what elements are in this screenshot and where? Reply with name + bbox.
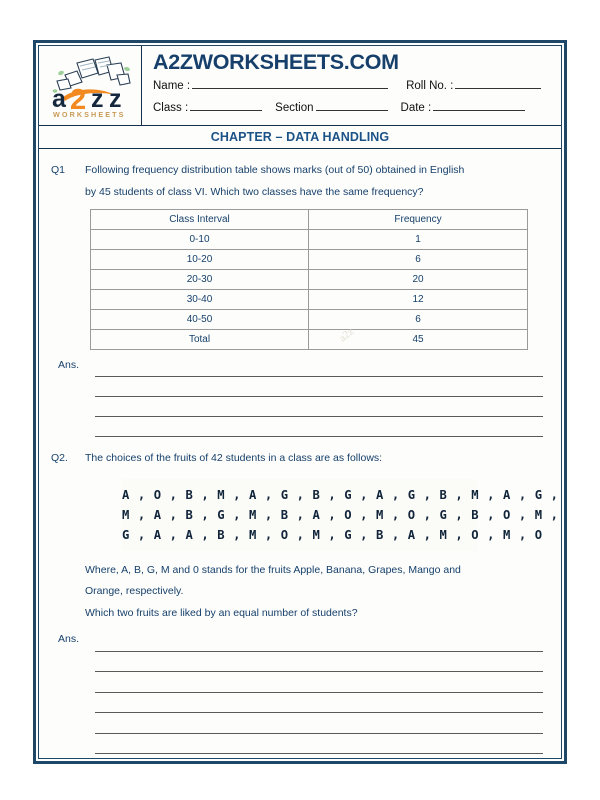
frequency-table-wrap — [49, 209, 549, 350]
cell-total-frequency: 45 — [309, 330, 528, 350]
answer-2-label: Ans. — [58, 633, 80, 645]
answer-line[interactable] — [95, 417, 543, 437]
cell-frequency: 20 — [309, 270, 528, 290]
answer-2-lines — [95, 631, 543, 759]
answer-line[interactable] — [95, 397, 543, 417]
answer-line[interactable] — [95, 357, 543, 377]
cell-class-interval: 20-30 — [91, 270, 309, 290]
cell-class-interval: 30-40 — [91, 290, 309, 310]
fruit-letters-line-2: M , A , B , G , M , B , A , O , M , O , G , B , O , M , — [122, 507, 559, 522]
question-1-block — [49, 160, 549, 437]
answer-line[interactable] — [95, 713, 543, 734]
table-header-class-interval: Class Interval — [91, 210, 309, 230]
answer-line[interactable] — [95, 631, 543, 652]
question-2-note-3: Which two fruits are liked by an equal number of students? — [85, 606, 358, 619]
question-2-row — [49, 448, 549, 470]
answer-1-lines — [95, 357, 543, 437]
table-header-row — [91, 210, 528, 230]
question-2-number: Q2. — [51, 452, 68, 464]
header-fields — [142, 46, 561, 125]
question-1-line-2: by 45 students of class VI. Which two classes have the same frequency? — [85, 185, 424, 198]
table-header-frequency: Frequency — [309, 210, 528, 230]
question-2-note-1: Where, A, B, G, M and 0 stands for the fruits Apple, Banana, Grapes, Mango and — [85, 563, 461, 576]
question-2-text — [85, 448, 549, 470]
table-row — [91, 250, 528, 270]
watermark: a2z — [336, 325, 357, 345]
svg-text:z: z — [90, 84, 103, 113]
table-row — [91, 270, 528, 290]
answer-line[interactable] — [95, 734, 543, 755]
section-label: Section — [275, 102, 314, 114]
question-2-block — [49, 448, 559, 759]
chapter-bar — [39, 126, 561, 149]
section-input[interactable] — [316, 99, 388, 111]
name-label: Name : — [153, 80, 191, 92]
question-2-line-1: The choices of the fruits of 42 students in a class are as follows: — [85, 452, 383, 464]
cell-class-interval: 0-10 — [91, 230, 309, 250]
svg-text:2: 2 — [69, 83, 86, 116]
chapter-title: CHAPTER – DATA HANDLING — [210, 130, 390, 144]
fruit-letters-box — [122, 479, 559, 551]
worksheet-header — [39, 46, 561, 126]
worksheet-body — [39, 160, 561, 759]
svg-text:a: a — [51, 84, 66, 113]
svg-text:WORKSHEETS: WORKSHEETS — [52, 109, 126, 119]
answer-line[interactable] — [95, 377, 543, 397]
fruit-letters-line-1: A , O , B , M , A , G , B , G , A , G , B , M , A , G , — [122, 487, 559, 502]
date-label: Date : — [400, 102, 432, 114]
logo-cell — [39, 46, 142, 125]
table-row — [91, 290, 528, 310]
a2z-worksheets-logo — [43, 51, 138, 121]
answer-1-block — [49, 357, 549, 437]
table-row-total — [91, 330, 528, 350]
roll-no-label: Roll No. : — [406, 80, 454, 92]
roll-no-input[interactable] — [455, 77, 541, 89]
table-row — [91, 230, 528, 250]
cell-total-label: Total — [91, 330, 309, 350]
cell-frequency: 6 — [309, 250, 528, 270]
class-section-date-row — [153, 99, 551, 117]
answer-line[interactable] — [95, 672, 543, 693]
answer-1-label: Ans. — [58, 359, 80, 371]
question-1-row — [49, 160, 549, 203]
question-2-notes — [85, 560, 549, 625]
question-1-text — [85, 160, 549, 203]
svg-text:z: z — [108, 84, 121, 113]
answer-line[interactable] — [95, 754, 543, 759]
brand-title: A2ZWORKSHEETS.COM — [153, 50, 399, 74]
cell-frequency: 6 — [309, 310, 528, 330]
answer-2-block — [49, 631, 549, 759]
answer-line[interactable] — [95, 652, 543, 673]
cell-frequency: 12 — [309, 290, 528, 310]
note-indent — [49, 560, 85, 625]
sheet-inner-border — [38, 45, 562, 759]
name-roll-row — [153, 77, 551, 95]
name-input[interactable] — [192, 77, 388, 89]
question-1-line-1: Following frequency distribution table shows marks (out of 50) obtained in English — [85, 164, 465, 176]
sheet-outer-border — [33, 40, 567, 764]
question-2-notes-row — [49, 560, 549, 625]
date-input[interactable] — [433, 99, 525, 111]
question-2-note-2: Orange, respectively. — [85, 585, 184, 597]
fruit-letters-line-3: G , A , A , B , M , O , M , G , B , A , M , O , M , O — [122, 527, 543, 542]
table-row — [91, 310, 528, 330]
class-label: Class : — [153, 102, 189, 114]
answer-line[interactable] — [95, 693, 543, 714]
frequency-table-body — [91, 210, 528, 350]
logo-icon — [43, 51, 138, 121]
class-input[interactable] — [190, 99, 262, 111]
cell-class-interval: 40-50 — [91, 310, 309, 330]
cell-frequency: 1 — [309, 230, 528, 250]
question-1-number: Q1 — [51, 164, 66, 176]
cell-class-interval: 10-20 — [91, 250, 309, 270]
frequency-table — [90, 209, 528, 350]
